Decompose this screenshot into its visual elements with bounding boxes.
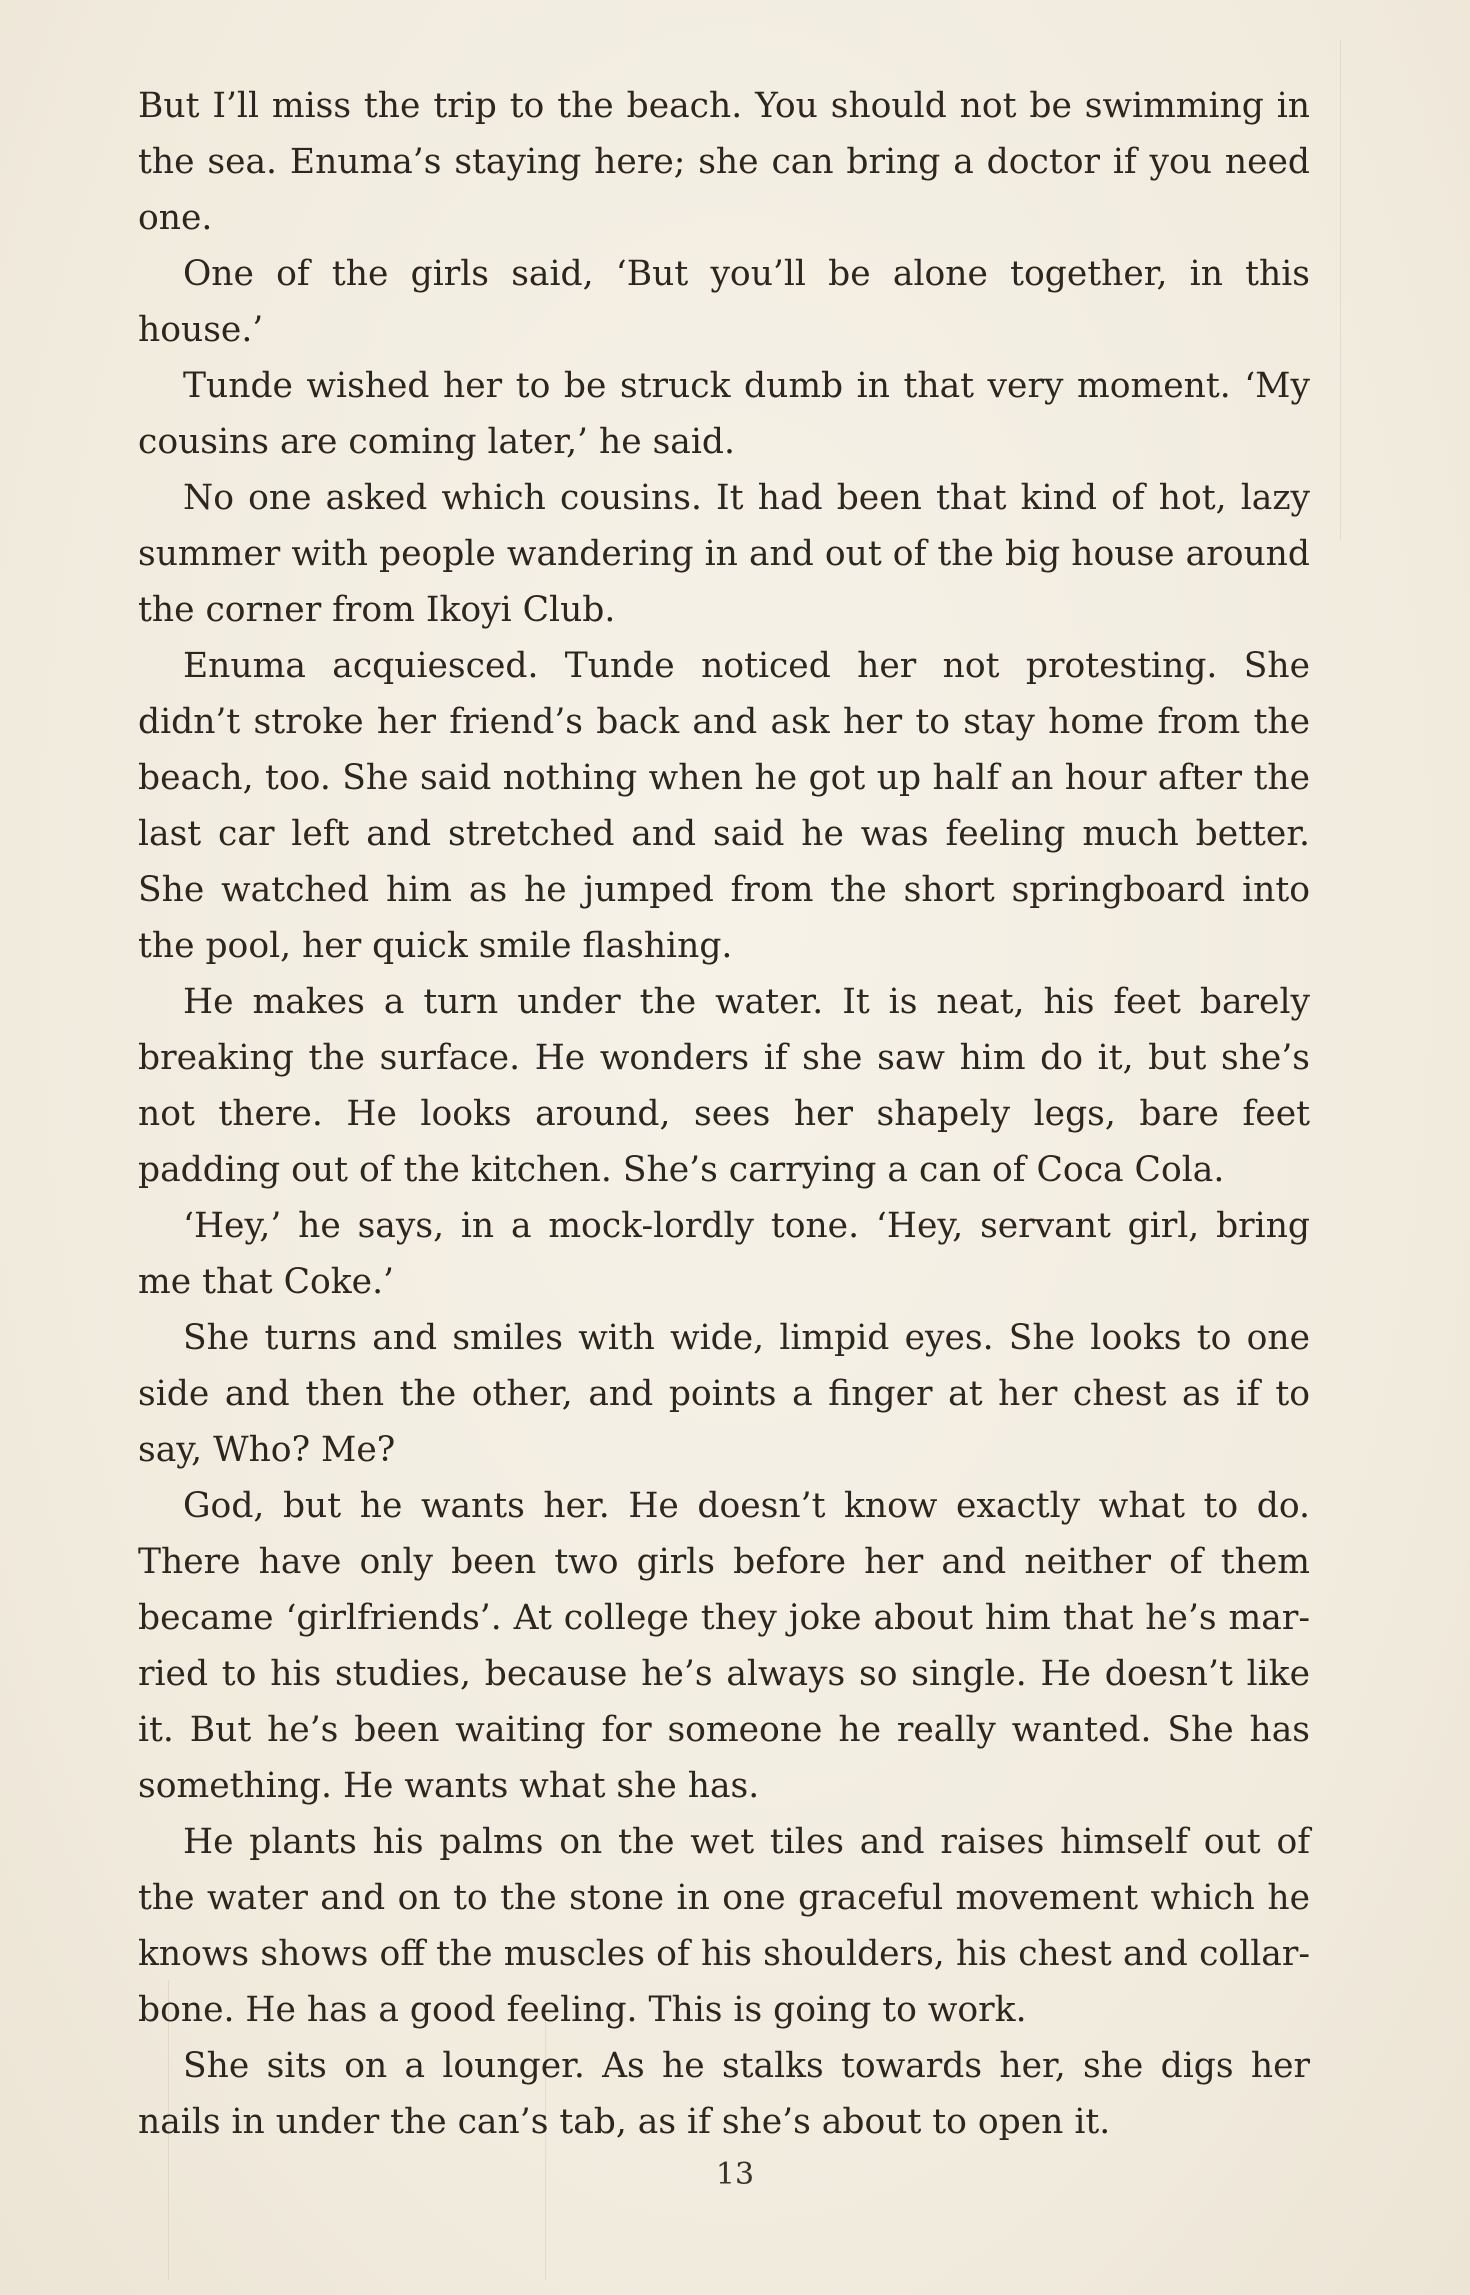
paragraph: One of the girls said, ‘But you’ll be alone together, in this house.’ xyxy=(138,254,1310,350)
paragraph: Tunde wished her to be struck dumb in that very moment. ‘My cousins are coming later,’ he said. xyxy=(138,366,1310,462)
paragraph: ‘Hey,’ he says, in a mock-lordly tone. ‘Hey, servant girl, bring me that Coke.’ xyxy=(138,1206,1310,1302)
paragraph: Enuma acquiesced. Tunde noticed her not protesting. She didn’t stroke her friend’s back and ask her to stay home from the beach, too. She said nothing when he got up half an hour after the last car left and stretched and said he was feeling much better. She watched him as he jumped from the short springboard into the pool, her quick smile flashing. xyxy=(138,646,1310,966)
paragraph: He makes a turn under the water. It is neat, his feet barely breaking the surface. He wonders if she saw him do it, but she’s not there. He looks around, sees her shapely legs, bare feet padding out of the kitchen. She’s carrying a can of Coca Cola. xyxy=(138,982,1310,1190)
paragraph: God, but he wants her. He doesn’t know exactly what to do. There have only been two girls before her and neither of them became ‘girlfriends’. At college they joke about him that he’s married to his studies, because he’s always so single. He doesn’t like it. But he’s been waiting for someone he really wanted. She has something. He wants what she has. xyxy=(138,1486,1310,1806)
paragraph: No one asked which cousins. It had been that kind of hot, lazy summer with people wandering in and out of the big house around the corner from Ikoyi Club. xyxy=(138,478,1310,630)
paragraph: She turns and smiles with wide, limpid eyes. She looks to one side and then the other, and points a finger at her chest as if to say, Who? Me? xyxy=(138,1318,1310,1470)
page-number: 13 xyxy=(715,2157,755,2192)
paragraph: He plants his palms on the wet tiles and raises himself out of the water and on to the stone in one graceful movement which he knows shows off the muscles of his shoulders, his chest and collarbone. He has a good feeling. This is going to work. xyxy=(138,1822,1310,2030)
page-crease-right xyxy=(1340,40,1341,540)
paragraph: But I’ll miss the trip to the beach. You should not be swimming in the sea. Enuma’s staying here; she can bring a doctor if you need one. xyxy=(138,86,1310,238)
body-text xyxy=(138,78,1310,2150)
paragraph: She sits on a lounger. As he stalks towards her, she digs her nails in under the can’s tab, as if she’s about to open it. xyxy=(138,2046,1310,2142)
